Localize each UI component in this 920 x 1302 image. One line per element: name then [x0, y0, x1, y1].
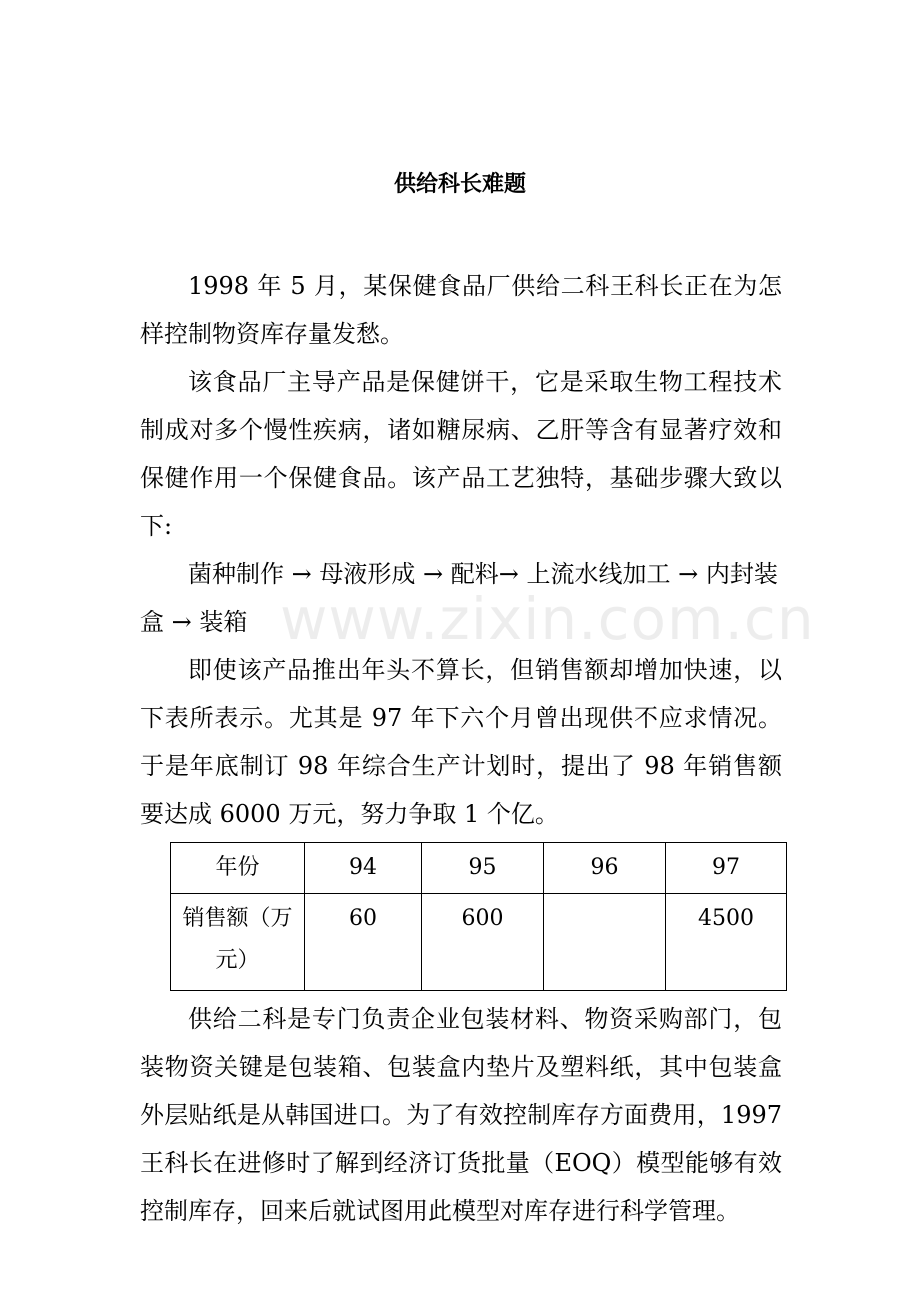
paragraph-process-flow: 菌种制作 → 母液形成 → 配料→ 上流水线加工 → 内封装盒 → 装箱: [140, 560, 778, 636]
document-body: [140, 262, 782, 1235]
paragraph-procurement: 供给二科是专门负责企业包装材料、物资采购部门，包装物资关键是包装箱、包装盒内垫片及塑料纸，其中包装盒外层贴纸是从韩国进口。为了有效控制库存方面费用，1997 王科长在进修时了解到经济订货批量（EOQ）模型能够有效控制库存，回来后就试图用此模型对库存进行科学管理。: [140, 1005, 782, 1225]
table-cell: 销售额（万元）: [171, 894, 305, 991]
table-header-cell: 95: [422, 843, 544, 894]
table-header-cell: 年份: [171, 843, 305, 894]
table-cell: 60: [305, 894, 422, 991]
table-header-cell: 94: [305, 843, 422, 894]
table-cell: 4500: [666, 894, 787, 991]
paragraph-sales: 即使该产品推出年头不算长，但销售额却增加快速，以下表所表示。尤其是 97 年下六个月曾出现供不应求情况。于是年底制订 98 年综合生产计划时，提出了 98 年销售额要达成 6000 万元，努力争取 1 个亿。: [140, 656, 782, 828]
table-cell: [544, 894, 666, 991]
table-row: [171, 894, 787, 991]
watermark: www.zixin.com.cn: [280, 585, 815, 653]
document-title: 供给科长难题: [393, 172, 526, 197]
paragraph-product: 该食品厂主导产品是保健饼干，它是采取生物工程技术制成对多个慢性疾病，诸如糖尿病、乙肝等含有显著疗效和保健作用一个保健食品。该产品工艺独特，基础步骤大致以下:: [140, 368, 782, 540]
table-row: [171, 843, 787, 894]
table-header-cell: 96: [544, 843, 666, 894]
table-header-cell: 97: [666, 843, 787, 894]
sales-table: [170, 842, 787, 991]
paragraph-intro: 1998 年 5 月，某保健食品厂供给二科王科长正在为怎样控制物资库存量发愁。: [140, 272, 782, 348]
table-cell: 600: [422, 894, 544, 991]
